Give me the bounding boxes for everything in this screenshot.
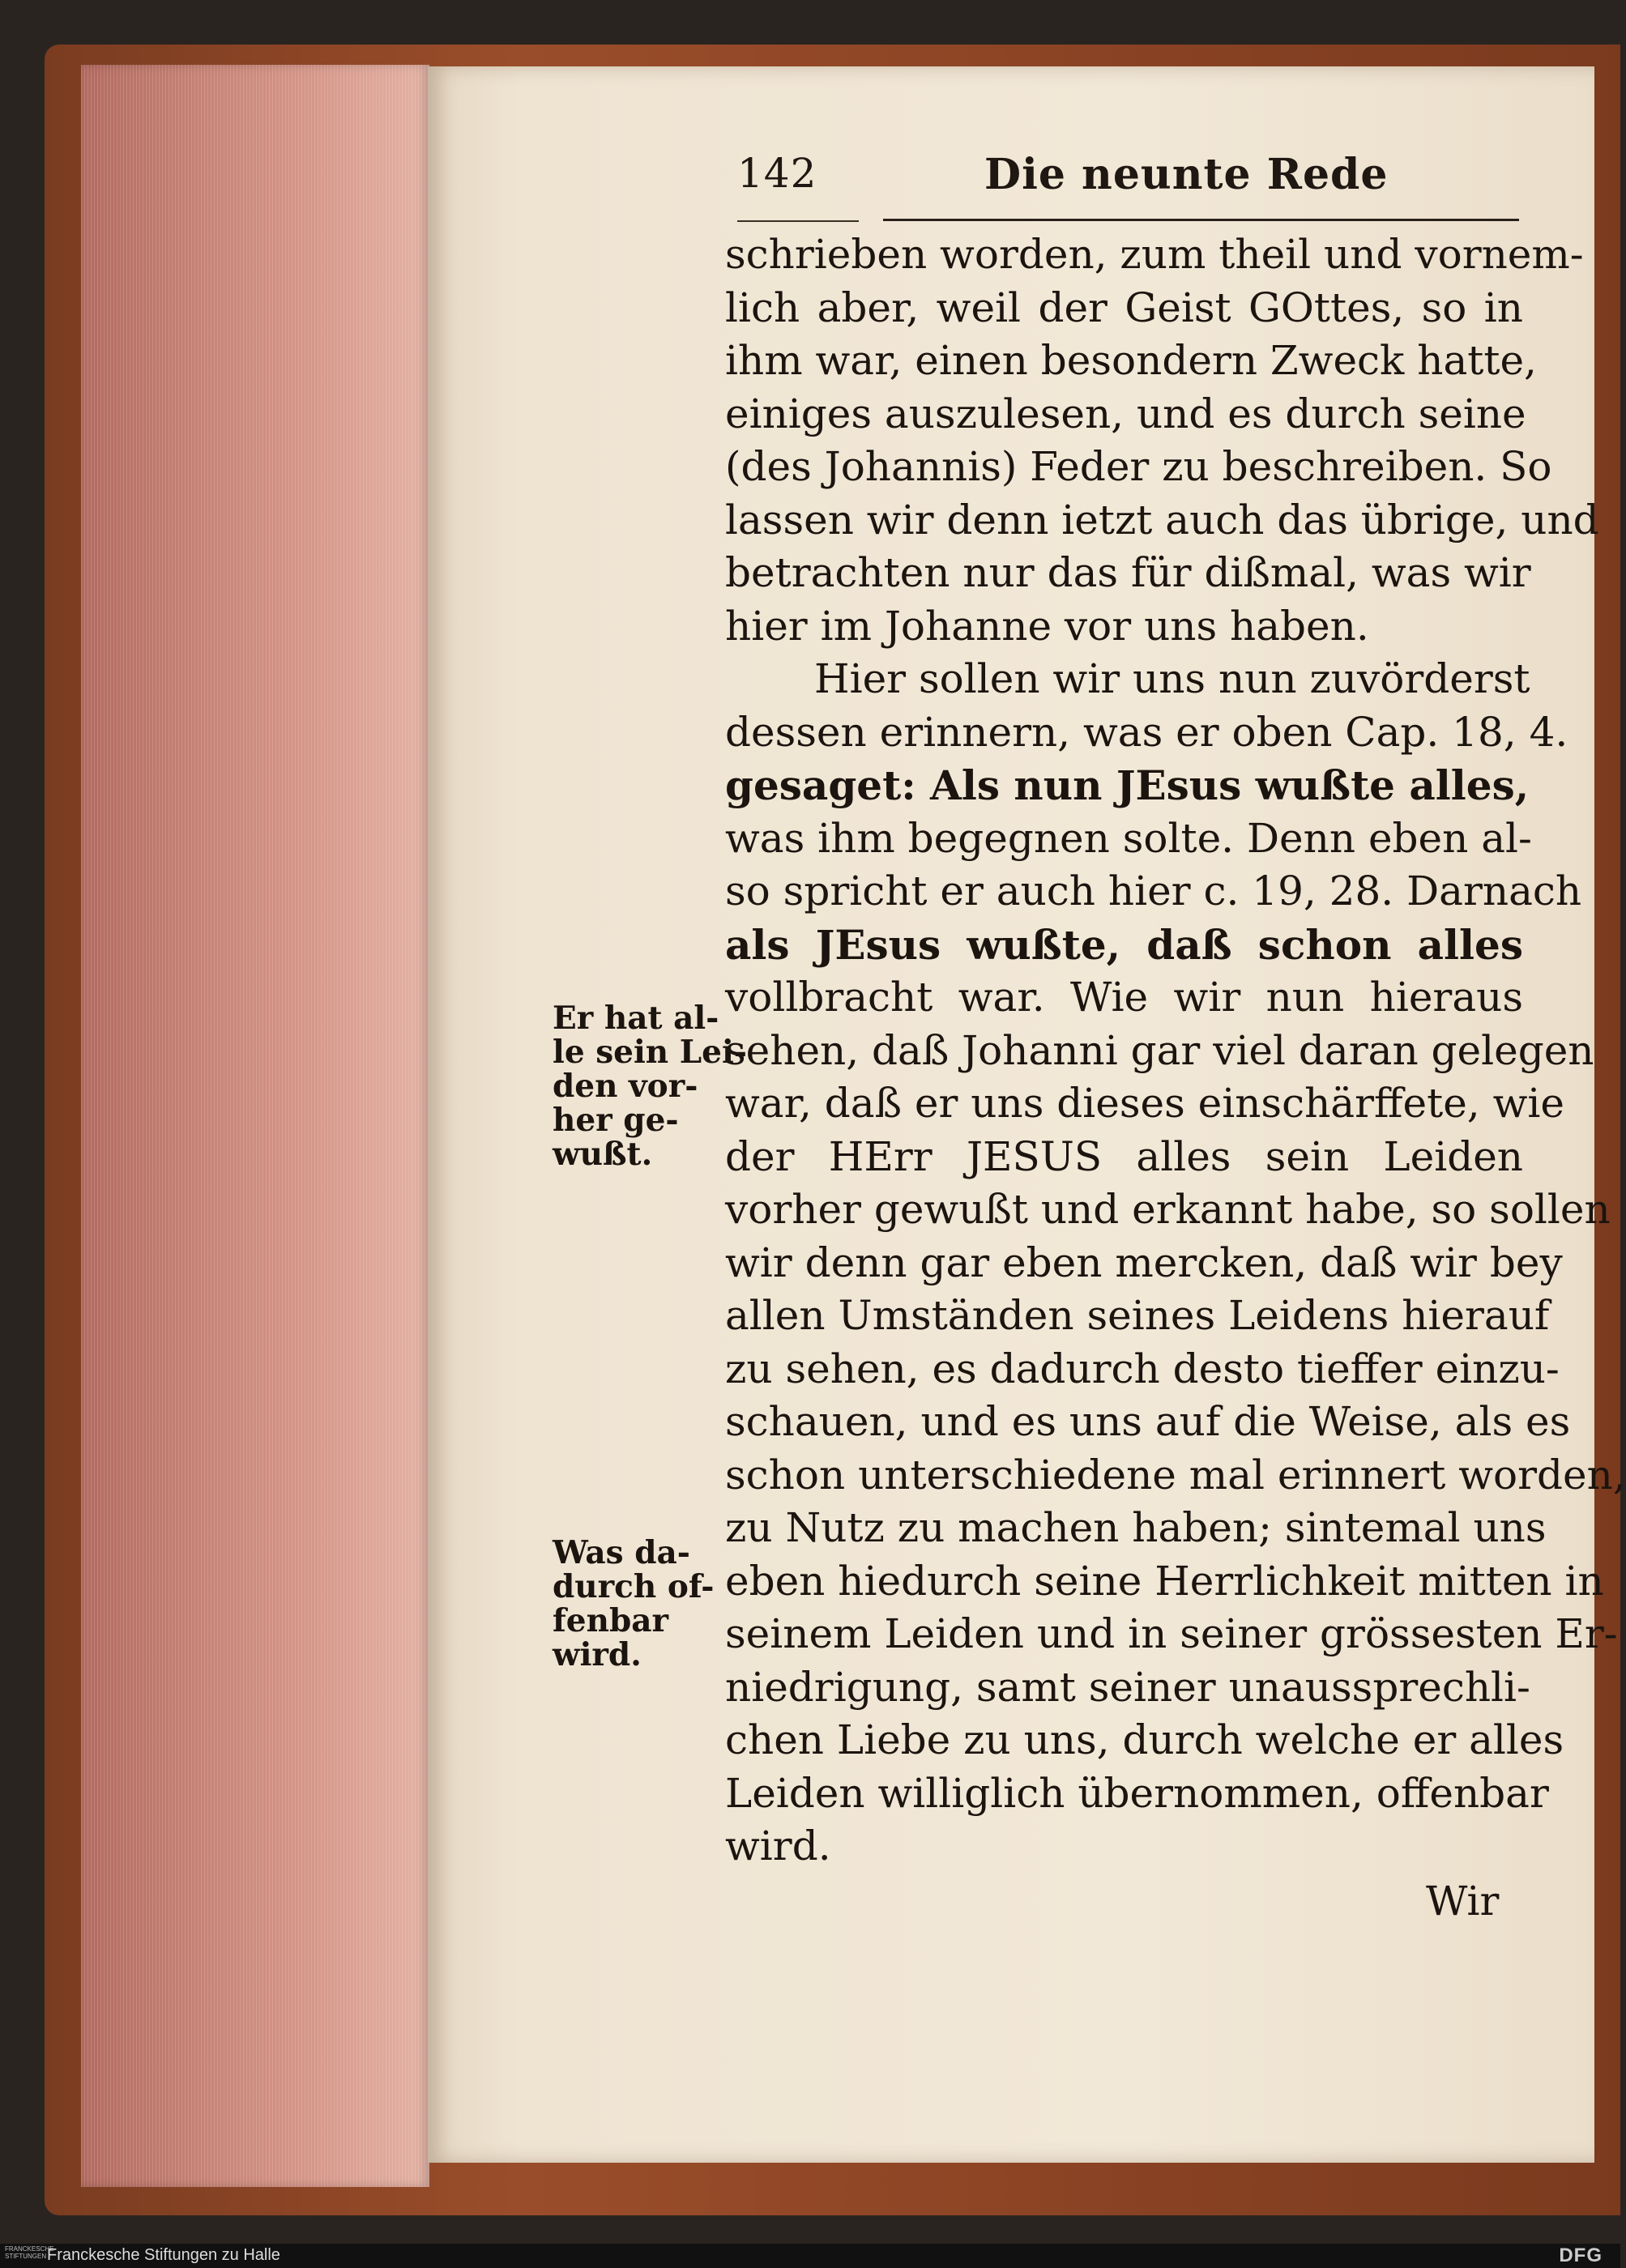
- margin-note: [553, 1536, 715, 1672]
- text-line: eben hiedurch seine Herrlichkeit mitten in: [725, 1557, 1604, 1605]
- text-line: Hier sollen wir uns nun zuvörderst: [814, 655, 1530, 702]
- text-line: zu Nutz zu machen haben; sintemal uns: [725, 1504, 1547, 1551]
- page-edges: [81, 65, 429, 2187]
- text-line: wir denn gar eben mercken, daß wir bey: [725, 1238, 1563, 1286]
- text-line: so spricht er auch hier c. 19, 28. Darnach: [725, 868, 1582, 914]
- text-line: lassen wir denn ietzt auch das übrige, und: [725, 496, 1599, 544]
- institution-name: Franckesche Stiftungen zu Halle: [47, 2246, 280, 2264]
- text-line: gesaget: Als nun JEsus wußte alles,: [725, 761, 1530, 809]
- text-line: seinem Leiden und in seiner grössesten Er-: [725, 1610, 1618, 1657]
- text-line: einiges auszulesen, und es durch seine: [725, 390, 1526, 437]
- margin-note-line: Er hat al-: [553, 1000, 719, 1037]
- header-rule-left: [737, 220, 859, 222]
- running-head: [737, 150, 1515, 207]
- text-line: betrachten nur das für dißmal, was wir: [725, 549, 1531, 596]
- text-line: dessen erinnern, was er oben Cap. 18, 4.: [725, 708, 1568, 756]
- margin-note-line: den vor-: [553, 1068, 698, 1105]
- margin-note-line: durch of-: [553, 1568, 715, 1605]
- text-line: wird.: [725, 1823, 831, 1869]
- text-line: sehen, daß Johanni gar viel daran gelegen: [725, 1026, 1594, 1074]
- header-rule: [883, 219, 1519, 221]
- margin-note-line: wird.: [553, 1636, 642, 1673]
- text-line: der HErr JESUS alles sein Leiden: [725, 1132, 1523, 1180]
- text-line: vorher gewußt und erkannt habe, so sollen: [725, 1186, 1611, 1233]
- margin-note-line: wußt.: [553, 1136, 653, 1173]
- page-number: 142: [737, 150, 817, 197]
- margin-note: [553, 1000, 747, 1173]
- text-line: lich aber, weil der Geist GOttes, so in: [725, 284, 1523, 331]
- text-line: allen Umständen seines Leidens hierauf: [725, 1292, 1550, 1339]
- funder-logo: DFG: [1559, 2245, 1603, 2266]
- text-line: ihm war, einen besondern Zweck hatte,: [725, 337, 1537, 384]
- text-line: (des Johannis) Feder zu beschreiben. So: [725, 443, 1552, 490]
- margin-note-line: Was da-: [553, 1534, 690, 1571]
- institution-logo: FRANCKESCHE STIFTUNGEN: [5, 2245, 54, 2260]
- text-line: schrieben worden, zum theil und vornem-: [725, 231, 1584, 278]
- text-line: hier im Johanne vor uns haben.: [725, 602, 1369, 650]
- text-line: Leiden williglich übernommen, offenbar: [725, 1769, 1549, 1817]
- margin-note-line: le sein Lei-: [553, 1034, 747, 1071]
- text-line: als JEsus wußte, daß schon alles: [725, 920, 1523, 969]
- running-title: Die neunte Rede: [984, 150, 1389, 199]
- margin-note-line: her ge-: [553, 1102, 679, 1139]
- text-line: vollbracht war. Wie wir nun hieraus: [725, 974, 1523, 1021]
- text-line: schauen, und es uns auf die Weise, als es: [725, 1398, 1571, 1445]
- text-line: niedrigung, samt seiner unaussprechli-: [725, 1663, 1530, 1711]
- text-line: war, daß er uns dieses einschärffete, wie: [725, 1080, 1564, 1127]
- margin-note-line: fenbar: [553, 1602, 669, 1639]
- text-line: zu sehen, es dadurch desto tieffer einzu-: [725, 1345, 1560, 1392]
- body-text: [725, 228, 1626, 1874]
- catchword: Wir: [1426, 1878, 1500, 1925]
- text-line: was ihm begegnen solte. Denn eben al-: [725, 814, 1532, 862]
- text-line: schon unterschiedene mal erinnert worden,: [725, 1451, 1626, 1498]
- text-line: chen Liebe zu uns, durch welche er alles: [725, 1716, 1564, 1763]
